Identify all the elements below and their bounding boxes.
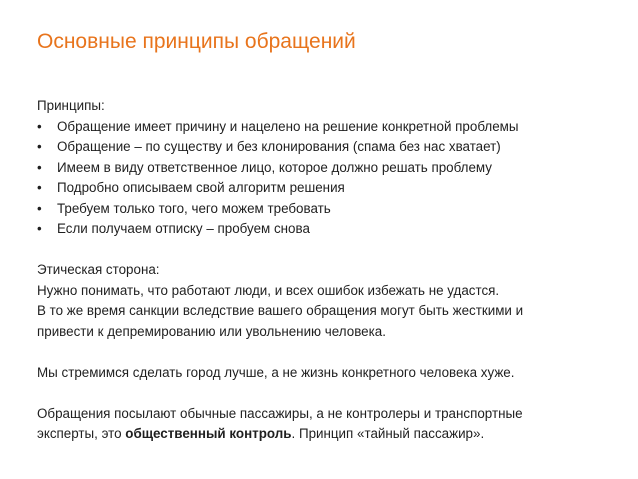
list-item-text: Обращение – по существу и без клонирования (спама без нас хватает) — [57, 139, 501, 154]
bullet-icon: • — [37, 221, 42, 236]
ethics-line-3: привести к депремированию или увольнению человека. — [37, 323, 386, 339]
slide-body — [37, 96, 627, 445]
control-text-before: эксперты, это — [37, 426, 126, 441]
bullet-icon: • — [37, 159, 42, 175]
spacer — [37, 383, 627, 404]
list-item-text: Подробно описываем свой алгоритм решения — [57, 180, 345, 195]
principles-list — [37, 117, 627, 240]
aim-statement: Мы стремимся сделать город лучше, а не жизнь конкретного человека хуже. — [37, 364, 515, 380]
control-line-1: Обращения посылают обычные пассажиры, а не контролеры и транспортные — [37, 405, 523, 421]
list-item — [37, 199, 627, 220]
list-item — [37, 178, 627, 199]
list-item-text: Требуем только того, чего можем требовать — [57, 200, 331, 216]
ethics-line-2: В то же время санкции вследствие вашего обращения могут быть жесткими и — [37, 303, 524, 318]
list-item — [37, 137, 627, 158]
slide-title: Основные принципы обращений — [37, 30, 356, 53]
list-item-text: Если получаем отписку – пробуем снова — [57, 221, 310, 236]
bullet-icon: • — [37, 139, 42, 154]
list-item-text: Обращение имеет причину и нацелено на решение конкретной проблемы — [57, 118, 519, 134]
control-text-after: . Принцип «тайный пассажир». — [291, 426, 485, 441]
list-item-text: Имеем в виду ответственное лицо, которое должно решать проблему — [57, 159, 492, 175]
bullet-icon: • — [37, 200, 42, 216]
list-item — [37, 117, 627, 138]
list-item — [37, 158, 627, 179]
bullet-icon: • — [37, 118, 42, 134]
list-item — [37, 219, 627, 240]
ethics-heading: Этическая сторона: — [37, 262, 160, 277]
public-control-emphasis: общественный контроль — [125, 426, 292, 441]
spacer — [37, 240, 627, 261]
bullet-icon: • — [37, 180, 42, 195]
control-line-2 — [37, 424, 627, 445]
principles-heading: Принципы: — [37, 98, 105, 113]
ethics-line-1: Нужно понимать, что работают люди, и всех ошибок избежать не удастся. — [37, 282, 500, 298]
spacer — [37, 342, 627, 363]
